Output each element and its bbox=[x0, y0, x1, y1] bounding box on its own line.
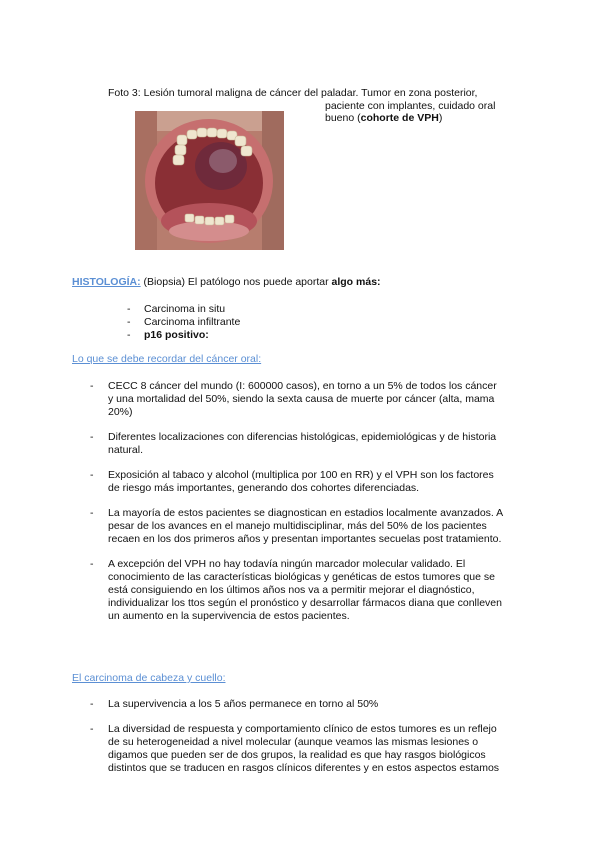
histology-list bbox=[127, 303, 241, 342]
oral-bullet-1: - CECC 8 cáncer del mundo (I: 600000 casos), en torno a un 5% de todos los cáncer y una mortalidad del 50%, siendo la sexta causa de muerte por cáncer (alta, mama 20%) bbox=[90, 380, 497, 418]
headneck-bullet-1: - La supervivencia a los 5 años permanece en torno al 50% bbox=[90, 698, 379, 710]
photo-caption-line3: bueno (cohorte de VPH) bbox=[325, 112, 443, 124]
list-item: - p16 positivo: bbox=[127, 329, 209, 341]
list-item: - Carcinoma in situ bbox=[127, 303, 226, 315]
photo-caption-line1: Foto 3: Lesión tumoral maligna de cáncer del paladar. Tumor en zona posterior, bbox=[108, 87, 478, 99]
oral-cancer-heading[interactable]: Lo que se debe recordar del cáncer oral: bbox=[72, 353, 262, 365]
oral-bullet-5: - A excepción del VPH no hay todavía ningún marcador molecular validado. El conocimiento de las características biológicas y genéticas de estos tumores que se está consiguiendo en los últimos años nos va a permitir mejorar el diagnóstico, individualizar los ttos según el pronóstico y desarrollar fármacos diana que conlleven un aumento en la supervivencia de estos pacientes. bbox=[90, 558, 502, 622]
oral-lesion-photo bbox=[135, 111, 284, 250]
cohort-label: cohorte de VPH bbox=[360, 112, 439, 124]
oral-bullet-3: - Exposición al tabaco y alcohol (multiplica por 100 en RR) y el VPH son los factores de riesgo más importantes, generando dos cohortes diferenciadas. bbox=[90, 469, 494, 494]
list-item: - Carcinoma infiltrante bbox=[127, 316, 241, 328]
headneck-bullet-2: - La diversidad de respuesta y comportamiento clínico de estos tumores es un reflejo de su heterogeneidad a nivel molecular (aunque veamos las mismas lesiones o digamos que pueden ser de dos grupos, la realidad es que hay rasgos biológicos distintos que se traducen en rasgos clínicos diferentes y en estos aspectos estamos bbox=[90, 723, 500, 774]
histology-heading[interactable]: HISTOLOGÍA: bbox=[72, 276, 141, 288]
histology-line: HISTOLOGÍA: (Biopsia) El patólogo nos puede aportar algo más: bbox=[72, 276, 381, 288]
head-neck-heading[interactable]: El carcinoma de cabeza y cuello: bbox=[72, 672, 226, 684]
oral-bullet-4: - La mayoría de estos pacientes se diagnostican en estadios localmente avanzados. A pesar de los avances en el manejo multidisciplinar, más del 50% de los pacientes recaen en los dos primeros años y presentan importantes secuelas post tratamiento. bbox=[90, 507, 504, 545]
oral-bullet-2: - Diferentes localizaciones con diferencias histológicas, epidemiológicas y de historia natural. bbox=[90, 431, 497, 456]
photo-caption-line2: paciente con implantes, cuidado oral bbox=[325, 100, 496, 112]
